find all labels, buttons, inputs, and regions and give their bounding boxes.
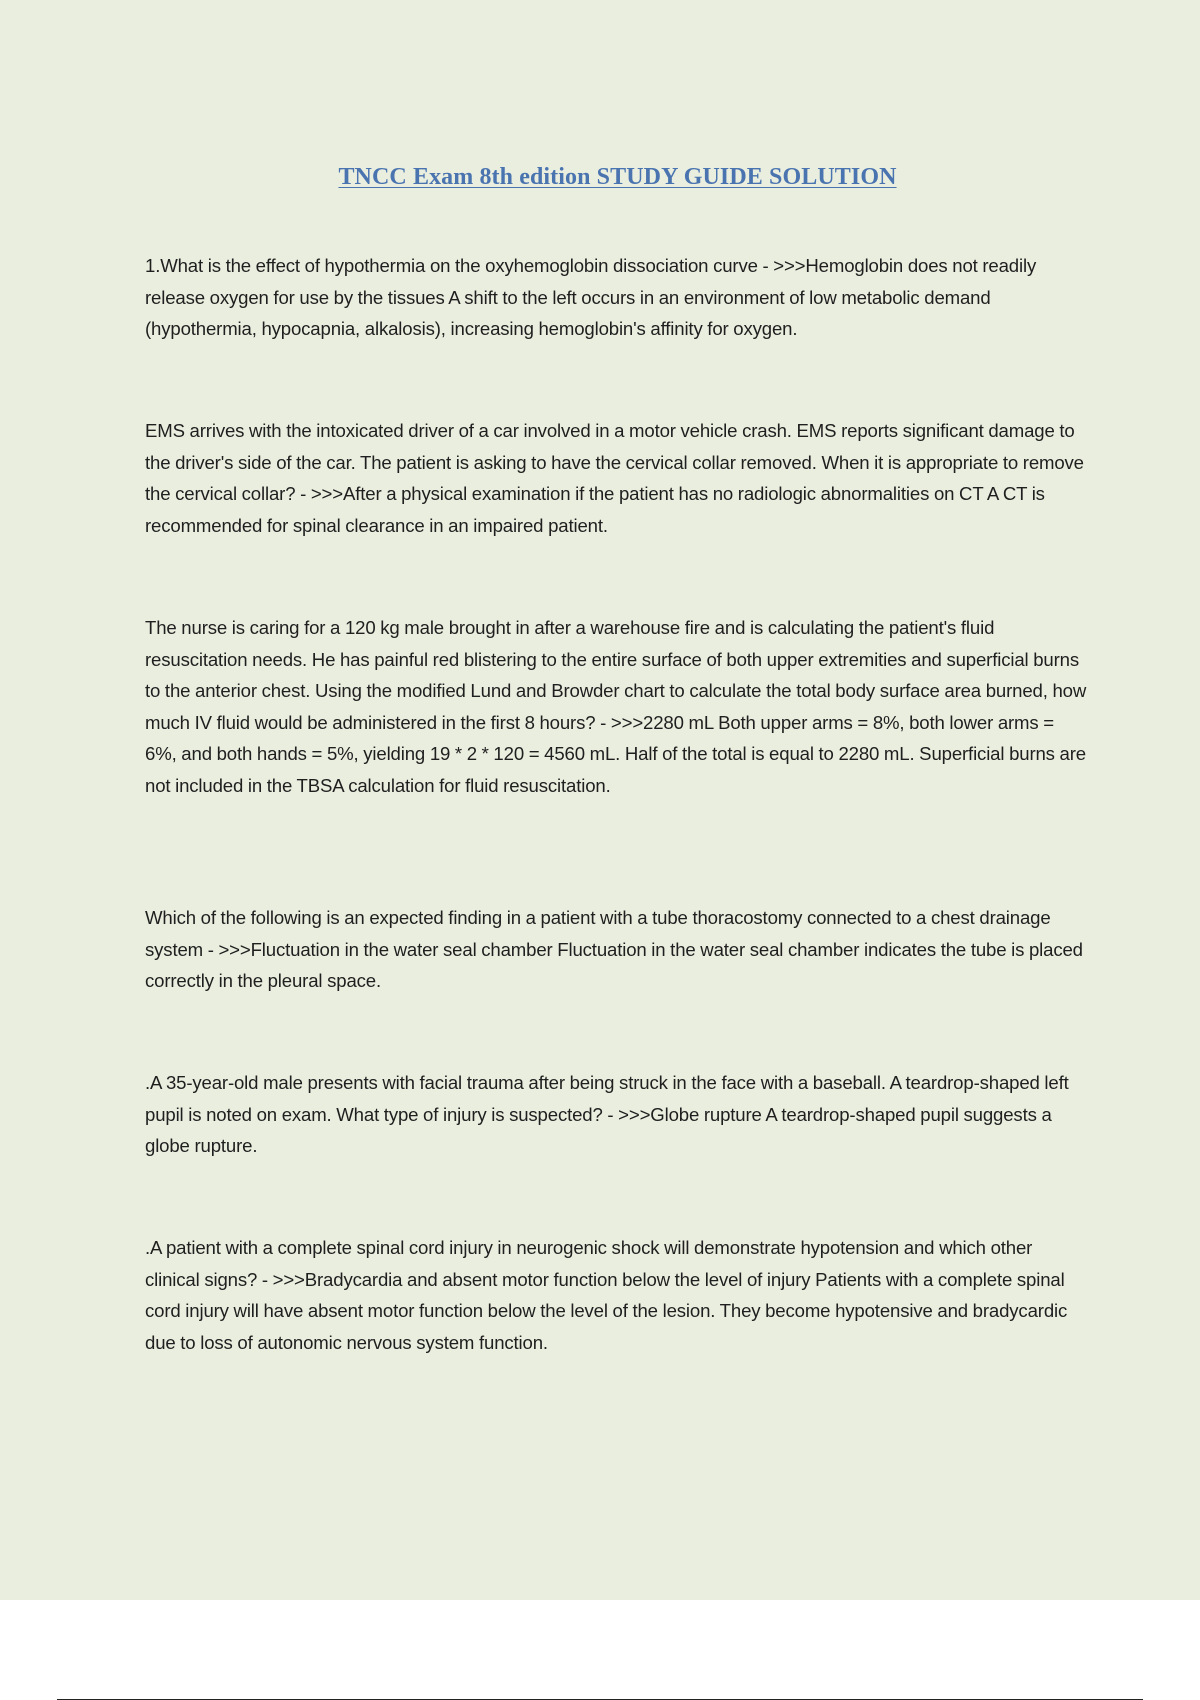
- question-answer-2: EMS arrives with the intoxicated driver of a car involved in a motor vehicle crash. EMS reports significant damage to the driver's side of the car. The patient is asking to have the cervical collar removed. When it is appropriate to remove the cervical collar? - >>>After a physical examination if the patient has no radiologic abnormalities on CT A CT is recommended for spinal clearance in an impaired patient.: [145, 420, 1084, 536]
- question-answer-3: The nurse is caring for a 120 kg male brought in after a warehouse fire and is calculating the patient's fluid resuscitation needs. He has painful red blistering to the entire surface of both upper extremities and superficial burns to the anterior chest. Using the modified Lund and Browder chart to calculate the total body surface area burned, how much IV fluid would be administered in the first 8 hours? - >>>2280 mL Both upper arms = 8%, both lower arms = 6%, and both hands = 5%, yielding 19 * 2 * 120 = 4560 mL. Half of the total is equal to 2280 mL. Superficial burns are not included in the TBSA calculation for fluid resuscitation.: [145, 617, 1087, 796]
- document-title: TNCC Exam 8th edition STUDY GUIDE SOLUTION: [338, 164, 897, 190]
- question-answer-4: Which of the following is an expected finding in a patient with a tube thoracostomy connected to a chest drainage system - >>>Fluctuation in the water seal chamber Fluctuation in the water seal chamber indicates the tube is placed correctly in the pleural space.: [145, 907, 1083, 992]
- question-answer-5: .A 35-year-old male presents with facial trauma after being struck in the face with a baseball. A teardrop-shaped left pupil is noted on exam. What type of injury is suspected? - >>>Globe rupture A teardrop-shaped pupil suggests a globe rupture.: [145, 1072, 1069, 1157]
- question-answer-6: .A patient with a complete spinal cord injury in neurogenic shock will demonstrate hypotension and which other clinical signs? - >>>Bradycardia and absent motor function below the level of injury Patients with a complete spinal cord injury will have absent motor function below the level of the lesion. They become hypotensive and bradycardic due to loss of autonomic nervous system function.: [145, 1237, 1068, 1353]
- question-answer-1: 1.What is the effect of hypothermia on the oxyhemoglobin dissociation curve - >>>Hemoglobin does not readily release oxygen for use by the tissues A shift to the left occurs in an environment of low metabolic demand (hypothermia, hypocapnia, alkalosis), increasing hemoglobin's affinity for oxygen.: [145, 255, 1037, 340]
